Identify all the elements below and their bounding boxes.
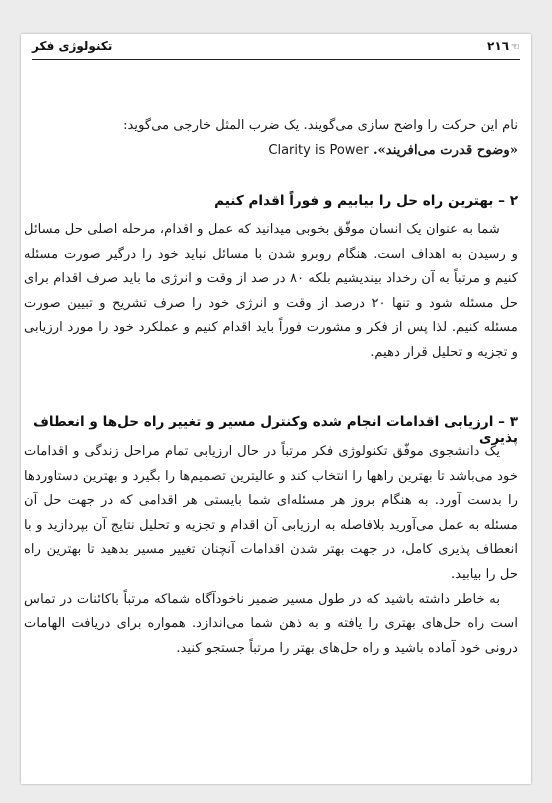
quote-line (24, 139, 518, 164)
quote-persian: «وضوح قدرت می‌افریند». (372, 142, 518, 158)
intro-block (24, 114, 518, 163)
page-number-value: ٢١٦ (487, 39, 510, 53)
section-3-paragraph-2: به خاطر داشته باشید که در طول مسیر ضمیر ناخودآگاه شماکه مرتباً باکائنات در تماس است راه حل‌های بهتری را یافته و به ذهن شما می‌اندازد. همواره برای دریافت الهامات درونی خود آماده باشید و راه حل‌های بهتر را مرتباً جستجو کنید. (24, 591, 518, 656)
section-2-paragraph: شما به عنوان یک انسان موفّق بخوبی میدانید که عمل و اقدام، مرحله اصلی حل مسائل و رسیدن به اهداف است. هنگام روبرو شدن با مسائل نباید خود را درگیر صورت مسئله کنیم و مرتباً به آن رخداد بیندیشیم بلکه ٨٠ در صد از وقت و انرژی ما باید صرف اقدام برای حل مسئله شود و تنها ٢٠ درصد از وقت و انرژی خود را صرف تشریح و تبیین صورت مسئله کنیم. لذا پس از فکر و مشورت فوراً باید اقدام کنیم و عملکرد خود را مورد ارزیابی و تجزیه و تحلیل قرار دهیم. (24, 222, 518, 360)
running-title: تکنولوژی فکر (32, 39, 113, 53)
pointing-hand-icon: ☜ (511, 42, 520, 53)
page-number (487, 39, 520, 53)
running-header (32, 37, 520, 60)
section-3-heading: ٣ – ارزیابی اقدامات انجام شده وکنترل مسیر و تغییر راه حل‌ها و انعطاف پذیری (33, 414, 518, 446)
intro-line: نام این حرکت را واضح سازی می‌گویند. یک ضرب المثل خارجی می‌گوید: (123, 118, 518, 133)
section-3-body (24, 440, 518, 661)
section-2-heading: ٢ – بهترین راه حل را بیابیم و فوراً اقدام کنیم (214, 193, 518, 209)
section-2-body (24, 218, 518, 366)
quote-english: Clarity is Power (268, 142, 369, 158)
section-3-paragraph-1: یک دانشجوی موفّق تکنولوژی فکر مرتباً در حال ارزیابی تمام مراحل زندگی و اقدامات خود می‌باشد تا بهترین راهها را انتخاب کند و عالیترین تصمیم‌ها را بگیرد و بهترین دستاوردها را بدست آورد. به هنگام بروز هر مسئله‌ای شما بایستی هر اقدامی که در جهت حل آن مسئله به عمل می‌آورید بلافاصله به ارزیابی آن اقدام و تجزیه و تحلیل نتایج آن بپردازید و با انعطاف پذیری کامل، در جهت بهتر شدن اقدامات آنچنان تغییر مسیر بدهید تا بهترین راه حل را بیابید. (24, 444, 518, 582)
